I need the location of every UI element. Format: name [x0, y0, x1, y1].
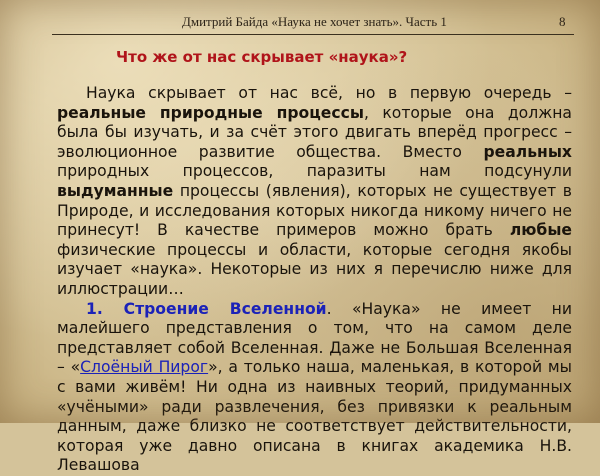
bold-run: выдуманные — [57, 181, 174, 200]
bold-run: любые — [509, 221, 572, 240]
page-header — [0, 10, 600, 30]
bold-run: реальные природные процессы — [57, 103, 364, 122]
header-divider — [52, 34, 574, 35]
header-title: Дмитрий Байда «Наука не хочет знать». Часть 1 — [182, 14, 447, 29]
subsection-title: 1. Строение Вселенной — [86, 299, 327, 318]
text-run: », а только наша, маленькая, в которой мы с вами живём! Ни одна из наивных теорий, придуманных «учёными» ради развлечения, без привязки к реальным данным, даже близко не соответствует действительности, которая уже давно описана в книгах академика Н.В. Левашова — [57, 358, 572, 475]
page-number: 8 — [559, 14, 566, 29]
section-heading: Что же от нас скрывает «наука»? — [116, 48, 408, 66]
text-run: , которые она должна была бы изучать, и за счёт этого двигать вперёд прогресс – эволюционное развитие общества. Вместо — [57, 103, 572, 161]
paragraph-2 — [57, 300, 572, 476]
text-run: процессы (явления), которых не существует в Природе, и исследования которых никогда никому ничего не принесут! В качестве примеров можно брать — [57, 181, 572, 240]
paragraph-1 — [57, 84, 572, 300]
bold-run: реальных — [483, 142, 572, 161]
body-text — [57, 84, 572, 476]
text-run: . «Наука» не имеет ни малейшего представления о том, что на самом деле представляет собой Вселенная. Даже не Большая Вселенная – « — [57, 299, 572, 377]
text-run: Наука скрывает от нас всё, но в первую очередь – — [86, 84, 572, 102]
layered-pie-link[interactable]: Слоёный Пирог — [80, 358, 209, 377]
text-run: природных процессов, паразиты нам подсунули — [57, 162, 572, 181]
text-run: физические процессы и области, которые сегодня якобы изучает «наука». Некоторые из них я перечислю ниже для иллюстрации… — [57, 240, 572, 298]
